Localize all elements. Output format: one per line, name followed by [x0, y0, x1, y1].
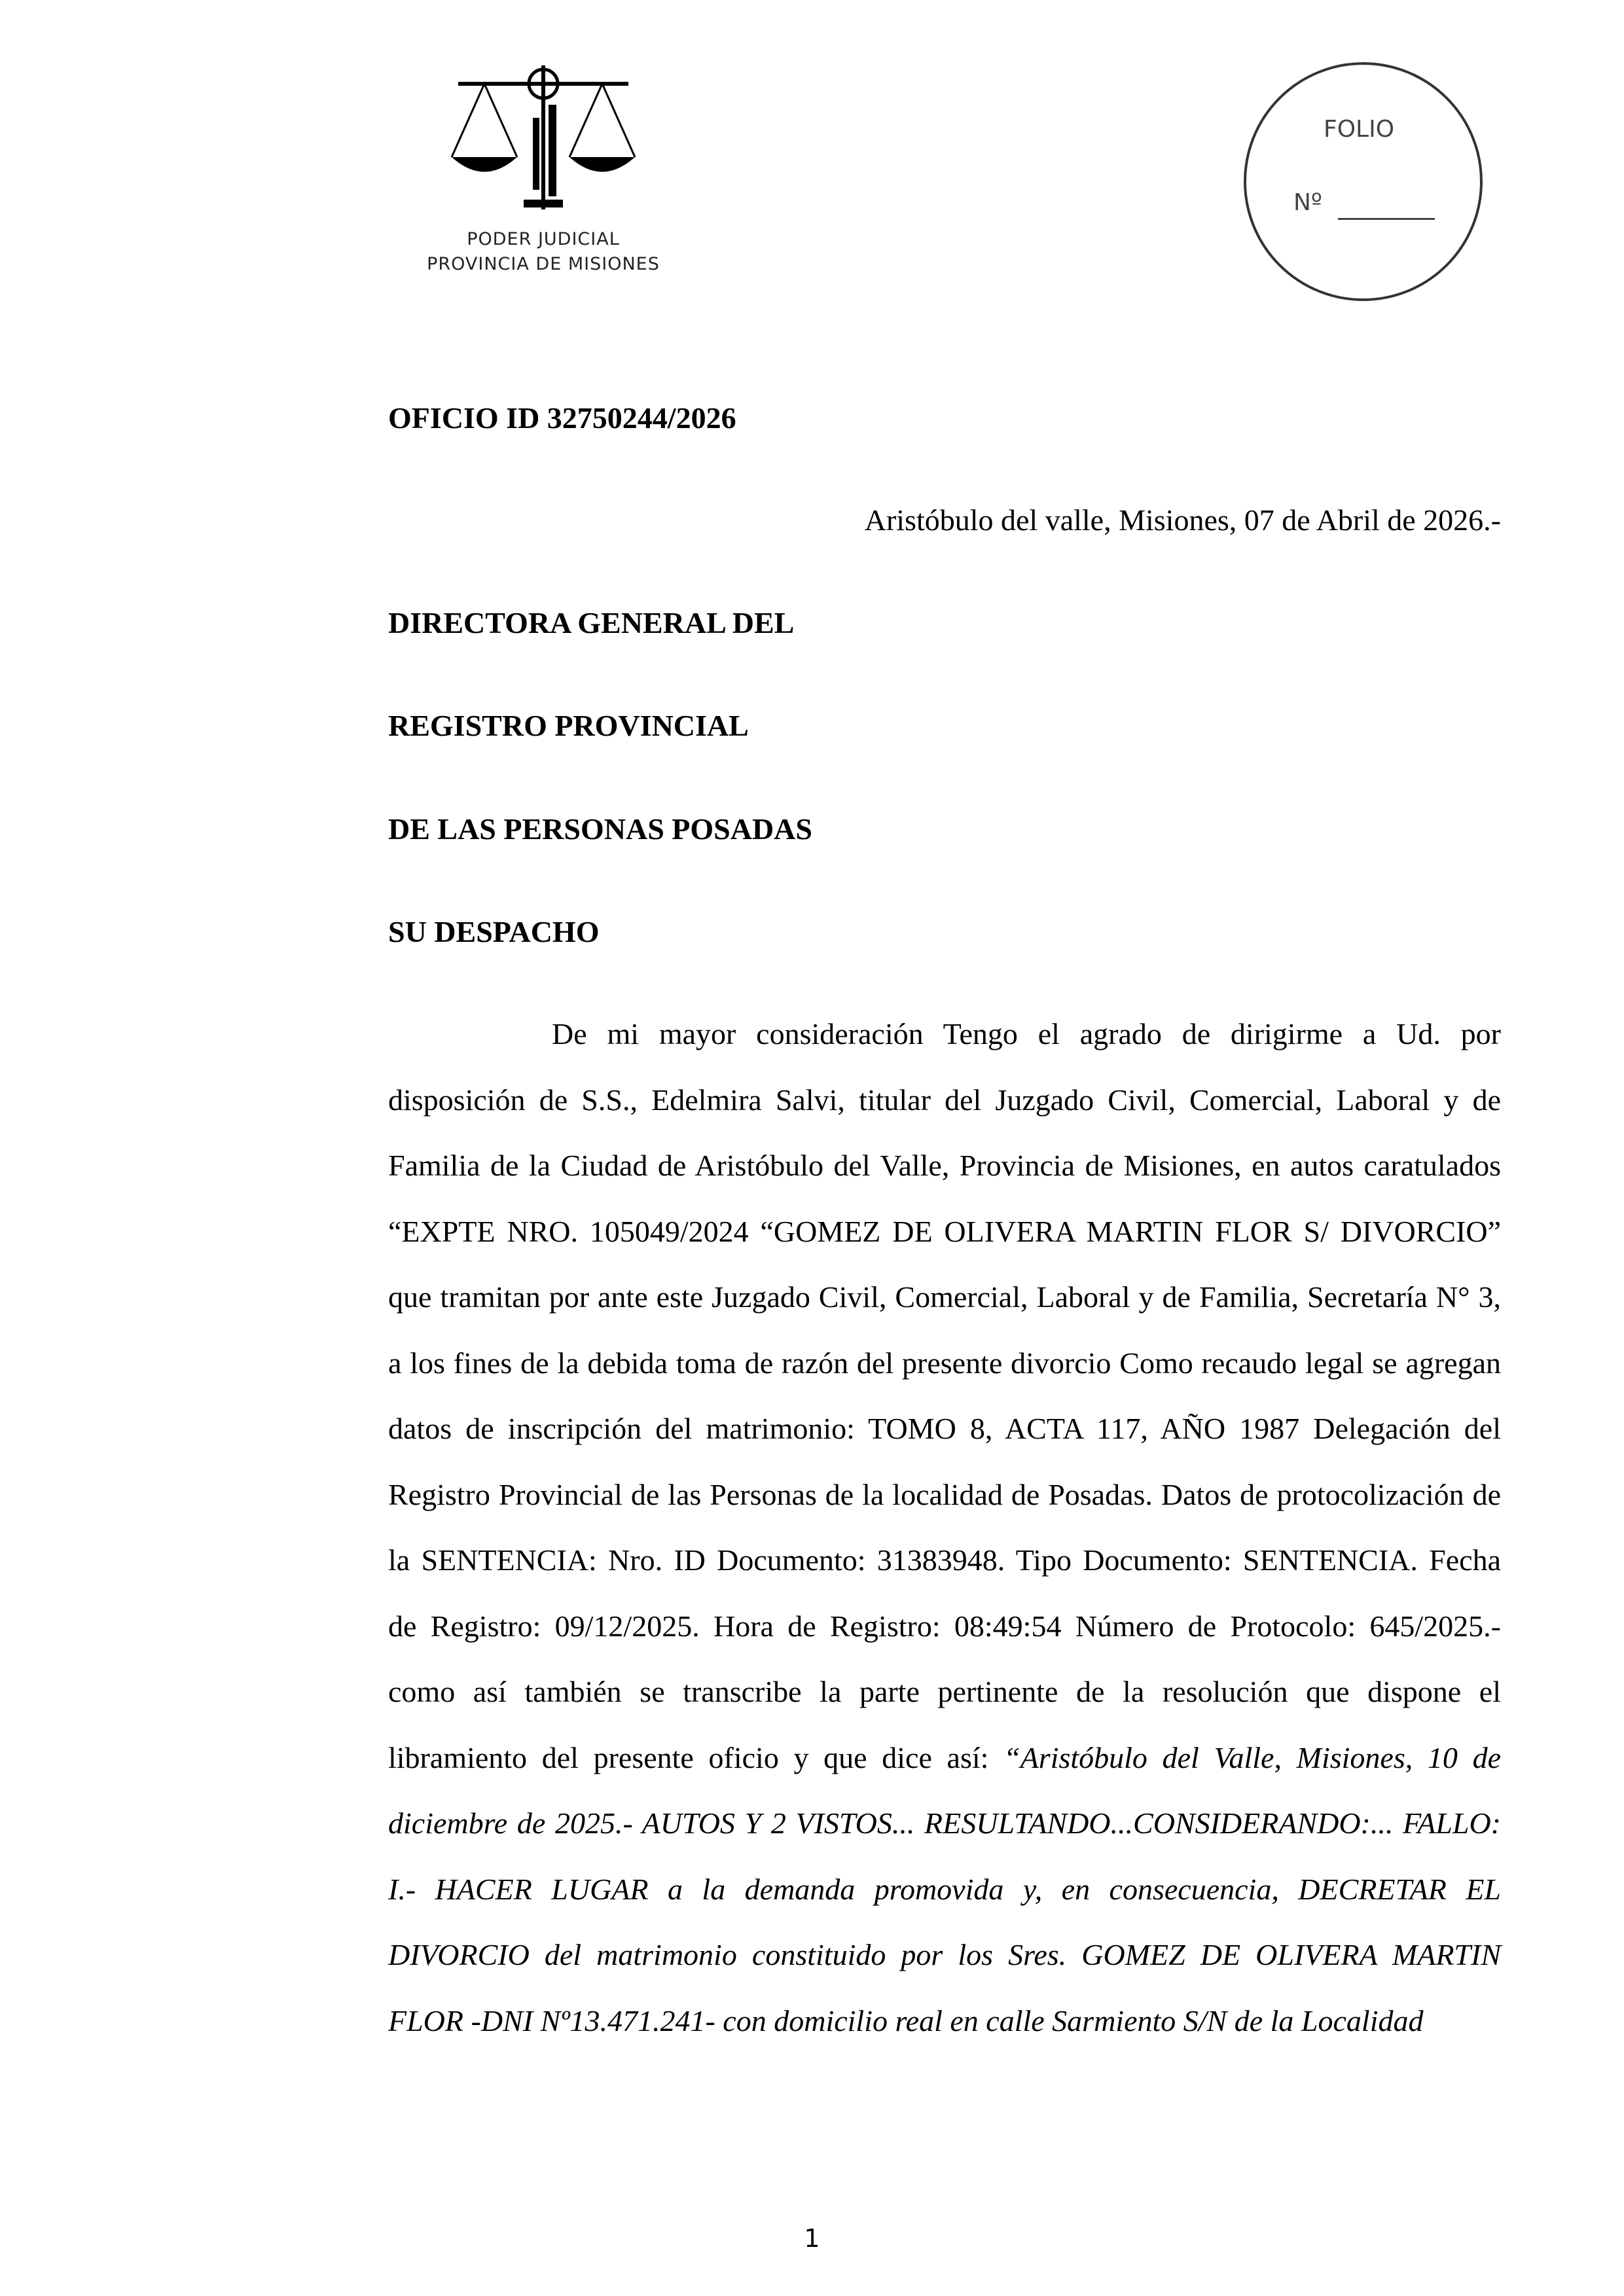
page-number: 1: [804, 2224, 820, 2253]
folio-label: FOLIO: [1324, 116, 1395, 143]
recipient-line-4: SU DESPACHO: [388, 915, 600, 948]
body-quoted-ruling: “Aristóbulo del Valle, Misiones, 10 de diciembre de 2025.- AUTOS Y 2 VISTOS... RESULTANDO...CONSIDERANDO:... FALLO: I.- HACER LUGAR a la demanda promovida y, en consecuencia, DECRETAR EL DIVORCIO del matrimonio constituido por los Sres. GOMEZ DE OLIVERA MARTIN FLOR -DNI Nº13.471.241- con domicilio real en calle Sarmiento S/N de la Localidad: [388, 1740, 1501, 2037]
recipient-line-3: DE LAS PERSONAS POSADAS: [388, 812, 812, 846]
folio-number-line: [1338, 218, 1435, 220]
body-text: De mi mayor consideración Tengo el agrado de dirigirme a Ud. por disposición de S.S., Edelmira Salvi, titular del Juzgado Civil, Comercial, Laboral y de Familia de la Ciudad de Aristóbulo del Valle, Provincia de Misiones, en autos caratulados “EXPTE NRO. 105049/2024 “GOMEZ DE OLIVERA MARTIN FLOR S/ DIVORCIO” que tramitan por ante este Juzgado Civil, Comercial, Laboral y de Familia, Secretaría N° 3, a los fines de la debida toma de razón del presente divorcio Como recaudo legal se agregan datos de inscripción del matrimonio: TOMO 8, ACTA 117, AÑO 1987 Delegación del Registro Provincial de las Personas de la localidad de Posadas. Datos de protocolización de la SENTENCIA: Nro. ID Documento: 31383948. Tipo Documento: SENTENCIA. Fecha de Registro: 09/12/2025. Hora de Registro: 08:49:54 Número de Protocolo: 645/2025.- como así también se transcribe la parte pertinente de la resolución que dispone el libramiento del presente oficio y que dice así:: [388, 1017, 1501, 1774]
seal-line-1: PODER JUDICIAL: [467, 229, 620, 249]
folio-stamp: [1244, 62, 1483, 301]
recipient-line-2: REGISTRO PROVINCIAL: [388, 709, 749, 742]
scales-of-justice-icon: [445, 39, 641, 223]
oficio-id: OFICIO ID 32750244/2026: [388, 401, 736, 435]
seal-line-2: PROVINCIA DE MISIONES: [427, 254, 660, 274]
body-paragraph: [388, 1001, 1501, 2054]
date-line: Aristóbulo del valle, Misiones, 07 de Abril de 2026.-: [864, 503, 1501, 537]
folio-number-label: Nº: [1293, 189, 1322, 216]
court-seal: [406, 39, 681, 288]
recipient-line-1: DIRECTORA GENERAL DEL: [388, 606, 795, 639]
